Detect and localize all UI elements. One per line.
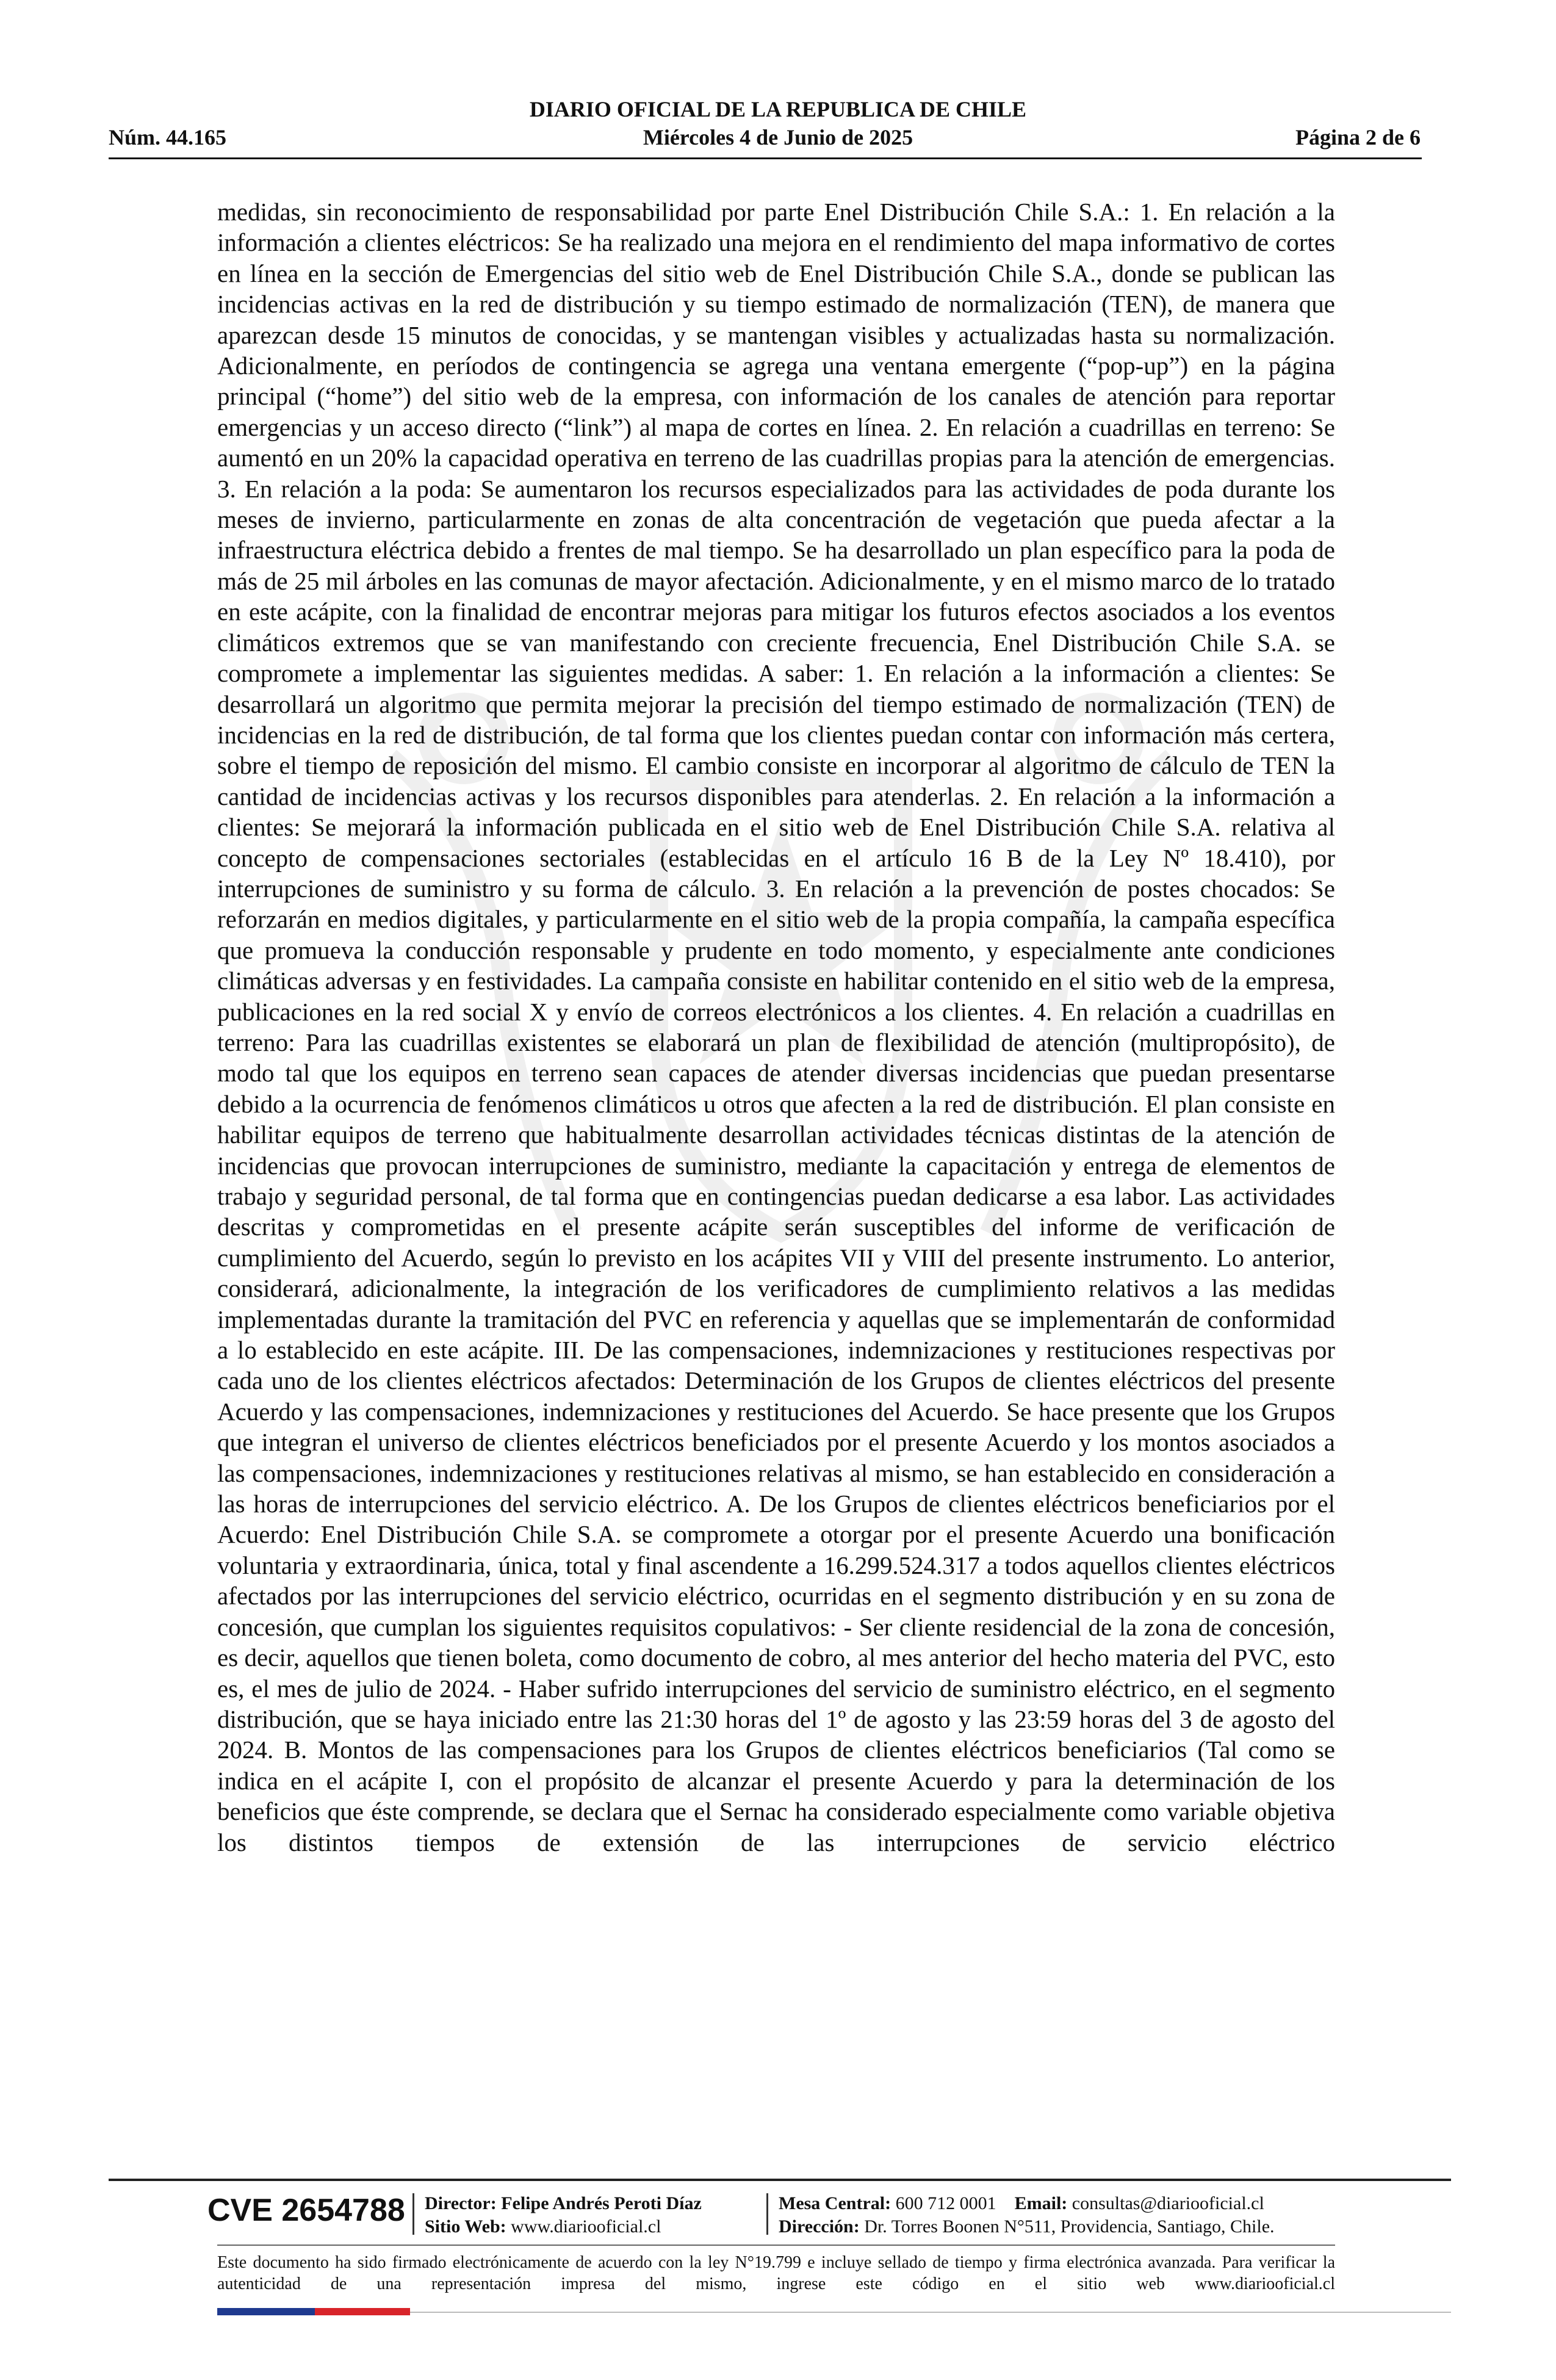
header-divider — [109, 157, 1422, 159]
footer-separator — [412, 2193, 414, 2235]
address-value: Dr. Torres Boonen N°511, Providencia, Santiago, Chile. — [864, 2216, 1275, 2237]
flag-red-stripe — [315, 2308, 410, 2315]
website-label: Sitio Web: — [425, 2216, 506, 2237]
footer-separator — [766, 2193, 768, 2235]
issue-date: Miércoles 4 de Junio de 2025 — [643, 125, 913, 150]
phone-label: Mesa Central: — [779, 2193, 891, 2213]
director-name: Felipe Andrés Peroti Díaz — [501, 2193, 702, 2213]
address-label: Dirección: — [779, 2216, 860, 2237]
footer-director-block — [425, 2192, 702, 2238]
body-paragraph: medidas, sin reconocimiento de responsabilidad por parte Enel Distribución Chile S.A.: 1. En relación a la información a clientes eléctricos: Se ha realizado una mejora en el rendimiento del mapa informativo de cortes en línea en la sección de Emergencias del sitio web de Enel Distribución Chile S.A., donde se publican las incidencias activas en la red de distribución y su tiempo estimado de normalización (TEN), de manera que aparezcan desde 15 minutos de conocidas, y se mantengan visibles y actualizadas hasta su normalización. Adicionalmente, en períodos de contingencia se agrega una ventana emergente (“pop-up”) en la página principal (“home”) del sitio web de la empresa, con información de los canales de atención para reportar emergencias y un acceso directo (“link”) al mapa de cortes en línea. 2. En relación a cuadrillas en terreno: Se aumentó en un 20% la capacidad operativa en terreno de las cuadrillas propias para la atención de emergencias. 3. En relación a la poda: Se aumentaron los recursos especializados para las actividades de poda durante los meses de invierno, particularmente en zonas de alta concentración de vegetación que pueda afectar a la infraestructura eléctrica debido a frentes de mal tiempo. Se ha desarrollado un plan específico para la poda de más de 25 mil árboles en las comunas de mayor afectación. Adicionalmente, y en el mismo marco de lo tratado en este acápite, con la finalidad de encontrar mejoras para mitigar los futuros efectos asociados a los eventos climáticos extremos que se van manifestando con creciente frecuencia, Enel Distribución Chile S.A. se compromete a implementar las siguientes medidas. A saber: 1. En relación a la información a clientes: Se desarrollará un algoritmo que permita mejorar la precisión del tiempo estimado de normalización (TEN) de incidencias en la red de distribución, de tal forma que los clientes puedan contar con información más certera, sobre el tiempo de reposición del mismo. El cambio consiste en incorporar al algoritmo de cálculo de TEN la cantidad de incidencias activas y los recursos disponibles para atenderlas. 2. En relación a la información a clientes: Se mejorará la información publicada en el sitio web de Enel Distribución Chile S.A. relativa al concepto de compensaciones sectoriales (establecidas en el artículo 16 B de la Ley Nº 18.410), por interrupciones de suministro y su forma de cálculo. 3. En relación a la prevención de postes chocados: Se reforzarán en medios digitales, y particularmente en el sitio web de la propia compañía, la campaña específica que promueva la conducción responsable y prudente en todo momento, y especialmente ante condiciones climáticas adversas y en festividades. La campaña consiste en habilitar contenido en el sitio web de la empresa, publicaciones en la red social X y envío de correos electrónicos a los clientes. 4. En relación a cuadrillas en terreno: Para las cuadrillas existentes se elaborará un plan de flexibilidad de atención (multipropósito), de modo tal que los equipos en terreno sean capaces de atender diversas incidencias que puedan presentarse debido a la ocurrencia de fenómenos climáticos u otros que afecten a la red de distribución. El plan consiste en habilitar equipos de terreno que habitualmente desarrollan actividades técnicas distintas de la atención de incidencias que provocan interrupciones de suministro, mediante la capacitación y entrega de elementos de trabajo y seguridad personal, de tal forma que en contingencias puedan dedicarse a esa labor. Las actividades descritas y comprometidas en el presente acápite serán susceptibles del informe de verificación de cumplimiento del Acuerdo, según lo previsto en los acápites VII y VIII del presente instrumento. Lo anterior, considerará, adicionalmente, la integración de los verificadores de cumplimiento relativos a las medidas implementadas durante la tramitación del PVC en referencia y aquellas que se implementarán de conformidad a lo establecido en este acápite. III. De las compensaciones, indemnizaciones y restituciones respectivas por cada uno de los clientes eléctricos afectados: Determinación de los Grupos de clientes eléctricos del presente Acuerdo y las compensaciones, indemnizaciones y restituciones del Acuerdo. Se hace presente que los Grupos que integran el universo de clientes eléctricos beneficiados por el presente Acuerdo y los montos asociados a las compensaciones, indemnizaciones y restituciones relativas al mismo, se han establecido en consideración a las horas de interrupciones del servicio eléctrico. A. De los Grupos de clientes eléctricos beneficiarios por el Acuerdo: Enel Distribución Chile S.A. se compromete a otorgar por el presente Acuerdo una bonificación voluntaria y extraordinaria, única, total y final ascendente a 16.299.524.317 a todos aquellos clientes eléctricos afectados por las interrupciones del servicio eléctrico, ocurridas en el segmento distribución y en su zona de concesión, que cumplan los siguientes requisitos copulativos: - Ser cliente residencial de la zona de concesión, es decir, aquellos que tienen boleta, como documento de cobro, al mes anterior del hecho materia del PVC, esto es, el mes de julio de 2024. - Haber sufrido interrupciones del servicio de suministro eléctrico, en el segmento distribución, que se haya iniciado entre las 21:30 horas del 1º de agosto y las 23:59 horas del 3 de agosto del 2024. B. Montos de las compensaciones para los Grupos de clientes eléctricos beneficiarios (Tal como se indica en el acápite I, con el propósito de alcanzar el presente Acuerdo y para la determinación de los beneficios que éste comprende, se declara que el Sernac ha considerado especialmente como variable objetiva los distintos tiempos de extensión de las interrupciones de servicio eléctrico — [217, 198, 1335, 1856]
director-label: Director: — [425, 2193, 497, 2213]
legal-notice: Este documento ha sido firmado electrónicamente de acuerdo con la ley N°19.799 e incluye sellado de tiempo y firma electrónica avanzada. Para verificar la autenticidad de una representación impresa del mismo, ingrese este código en el sitio web www.diariooficial.cl — [217, 2253, 1335, 2293]
flag-blue-stripe — [217, 2308, 315, 2315]
footer-thin-divider — [217, 2245, 1335, 2246]
issue-number: Núm. 44.165 — [109, 125, 227, 150]
email-label: Email: — [1014, 2193, 1068, 2213]
phone-number: 600 712 0001 — [895, 2193, 996, 2213]
cve-code: CVE 2654788 — [207, 2193, 405, 2228]
footer-gray-line — [410, 2312, 1451, 2313]
footer-divider — [109, 2179, 1451, 2181]
email-link[interactable]: consultas@diariooficial.cl — [1072, 2193, 1264, 2213]
page-indicator: Página 2 de 6 — [1295, 125, 1421, 150]
newspaper-title: DIARIO OFICIAL DE LA REPUBLICA DE CHILE — [529, 97, 1027, 121]
footer-contact-block — [779, 2192, 1275, 2238]
website-link[interactable]: www.diariooficial.cl — [511, 2216, 661, 2237]
